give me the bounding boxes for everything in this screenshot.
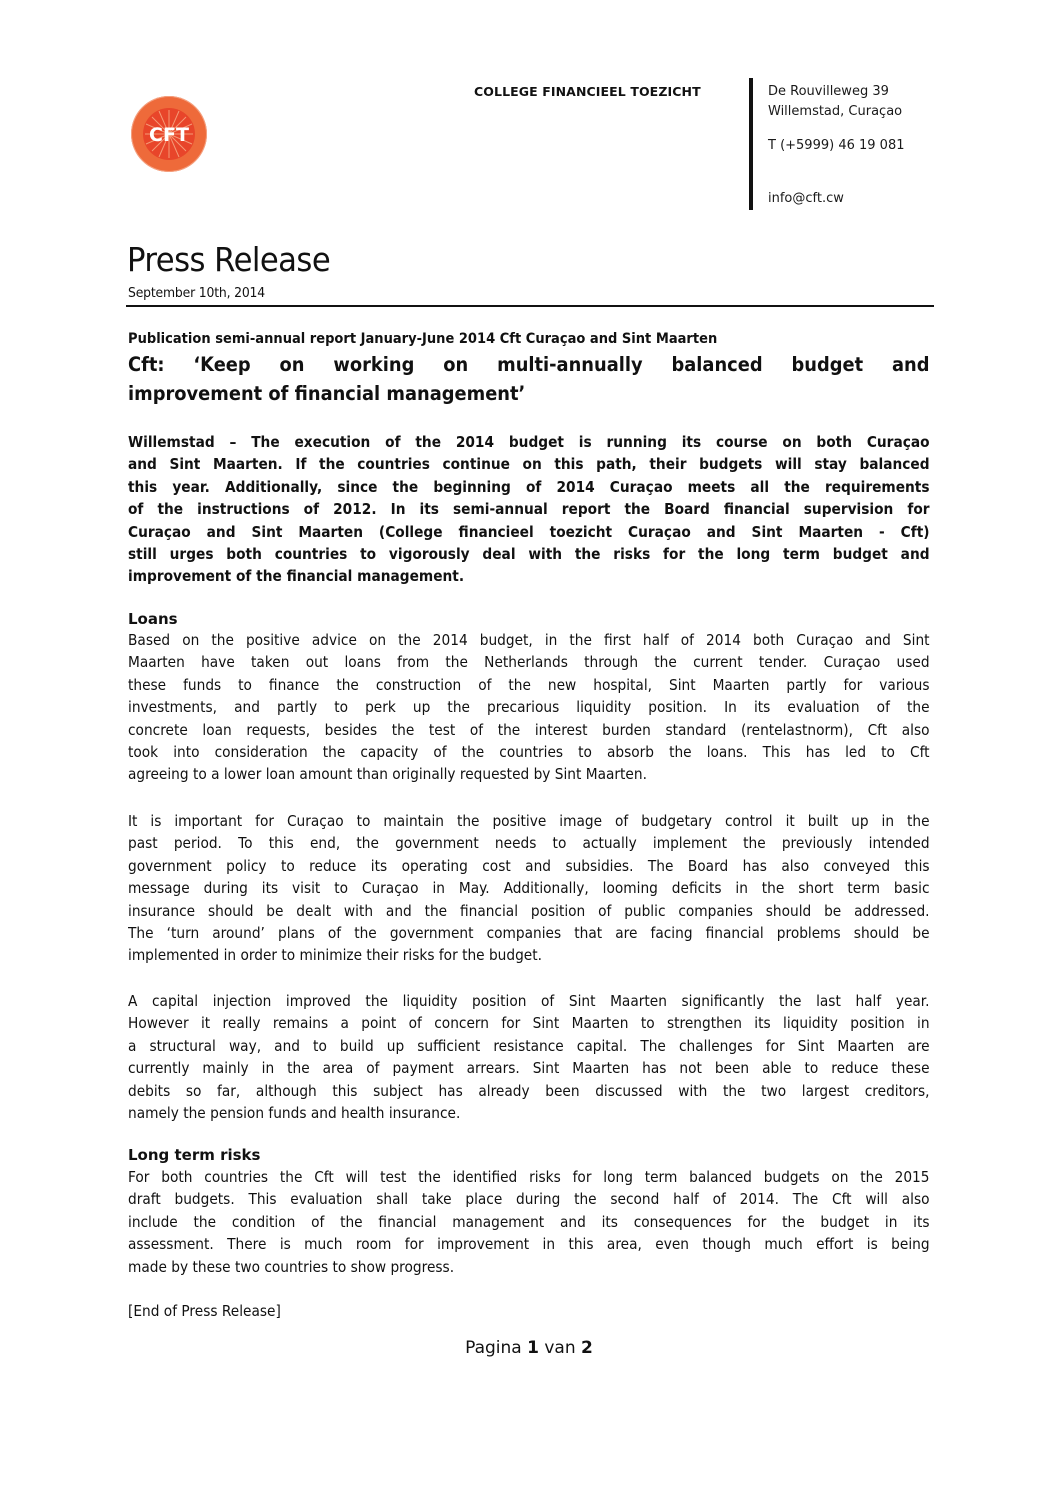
text-line: implemented in order to minimize their risks for the budget. <box>128 946 542 965</box>
text-line: concrete loan requests, besides the test of the interest burden standard (rentelastnorm), Cft also <box>128 720 930 739</box>
end-of-release-note: [End of Press Release] <box>128 1302 281 1320</box>
headline <box>128 350 930 408</box>
logo-text: CFT <box>149 124 189 146</box>
text-line: draft budgets. This evaluation shall take place during the second half of 2014. The Cft will also <box>128 1190 930 1209</box>
text-line: this year. Additionally, since the beginning of 2014 Curaçao meets all the requirements <box>128 477 930 496</box>
text-line: took into consideration the capacity of the countries to absorb the loans. This has led to Cft <box>128 742 930 761</box>
page-footer <box>0 1338 1058 1358</box>
lead-paragraph <box>128 431 930 588</box>
email-link[interactable]: info@cft.cw <box>768 191 844 206</box>
text-line: A capital injection improved the liquidity position of Sint Maarten significantly the last half year. <box>128 992 930 1010</box>
text-line: Willemstad – The execution of the 2014 budget is running its course on both Curaçao <box>128 433 930 451</box>
address-line-1: De Rouvilleweg 39 <box>768 84 889 99</box>
text-line: Based on the positive advice on the 2014 budget, in the first half of 2014 both Curaçao and Sint <box>128 631 930 649</box>
text-line: It is important for Curaçao to maintain the positive image of budgetary control it built up in the <box>128 812 930 830</box>
text-line: Maarten have taken out loans from the Netherlands through the current tender. Curaçao used <box>128 653 930 672</box>
text-line: currently mainly in the area of payment arrears. Sint Maarten has not been able to reduce these <box>128 1059 930 1078</box>
text-line: The ‘turn around’ plans of the government companies that are facing financial problems should be <box>128 923 930 942</box>
text-line: debits so far, although this subject has already been discussed with the two largest creditors, <box>128 1081 930 1100</box>
of-word: van <box>544 1338 576 1358</box>
cft-logo <box>131 96 207 172</box>
text-line: agreeing to a lower loan amount than originally requested by Sint Maarten. <box>128 765 647 784</box>
text-line: assessment. There is much room for improvement in this area, even though much effort is being <box>128 1235 930 1254</box>
text-line: and Sint Maarten. If the countries continue on this path, their budgets will stay balanced <box>128 455 930 474</box>
text-line: made by these two countries to show progress. <box>128 1257 455 1276</box>
page-word: Pagina <box>465 1338 522 1358</box>
text-line: government policy to reduce its operating cost and subsidies. The Board has also conveyed this <box>128 856 930 875</box>
text-line: insurance should be dealt with and the financial position of public companies should be addressed. <box>128 901 930 920</box>
address-line-2: Willemstad, Curaçao <box>768 104 903 119</box>
text-line: past period. To this end, the government needs to actually implement the previously intended <box>128 834 930 853</box>
text-line: these funds to finance the construction of the new hospital, Sint Maarten partly for various <box>128 675 930 694</box>
text-line: still urges both countries to vigorously deal with the risks for the long term budget and <box>128 544 930 563</box>
text-line: of the instructions of 2012. In its semi-annual report the Board financial supervision for <box>128 500 930 519</box>
loans-paragraph-2 <box>128 810 930 967</box>
release-date: September 10th, 2014 <box>128 285 265 301</box>
title-divider <box>126 305 934 307</box>
text-line: a structural way, and to build up sufficient resistance capital. The challenges for Sint Maarten are <box>128 1036 930 1055</box>
phone-number: T (+5999) 46 19 081 <box>768 138 905 153</box>
headline-line: improvement of financial management’ <box>128 382 526 405</box>
loans-paragraph-3 <box>128 990 930 1124</box>
text-line: For both countries the Cft will test the identified risks for long term balanced budgets on the 2015 <box>128 1168 930 1186</box>
text-line: improvement of the financial management. <box>128 567 465 586</box>
cft-logo-graphic <box>131 96 207 172</box>
loans-paragraph-1 <box>128 629 930 786</box>
current-page-number: 1 <box>527 1338 539 1358</box>
section-heading-loans: Loans <box>128 610 178 628</box>
text-line: message during its visit to Curaçao in May. Additionally, looming deficits in the short term basic <box>128 879 930 898</box>
total-page-count: 2 <box>581 1338 593 1358</box>
subtitle: Publication semi-annual report January-June 2014 Cft Curaçao and Sint Maarten <box>128 331 718 347</box>
long-term-risks-paragraph <box>128 1166 930 1278</box>
text-line: investments, and partly to perk up the precarious liquidity position. In its evaluation of the <box>128 698 930 717</box>
text-line: include the condition of the financial management and its consequences for the budget in its <box>128 1212 930 1231</box>
text-line: namely the pension funds and health insurance. <box>128 1103 461 1122</box>
page-title: Press Release <box>127 240 331 279</box>
headline-line: Cft: ‘Keep on working on multi-annually balanced budget and <box>128 353 930 376</box>
section-heading-long-term-risks: Long term risks <box>128 1146 261 1164</box>
text-line: However it really remains a point of concern for Sint Maarten to strengthen its liquidity position in <box>128 1014 930 1033</box>
text-line: Curaçao and Sint Maarten (College financieel toezicht Curaçao and Sint Maarten - Cft) <box>128 522 930 541</box>
organization-name: COLLEGE FINANCIEEL TOEZICHT <box>474 84 701 99</box>
header-divider <box>749 78 753 210</box>
